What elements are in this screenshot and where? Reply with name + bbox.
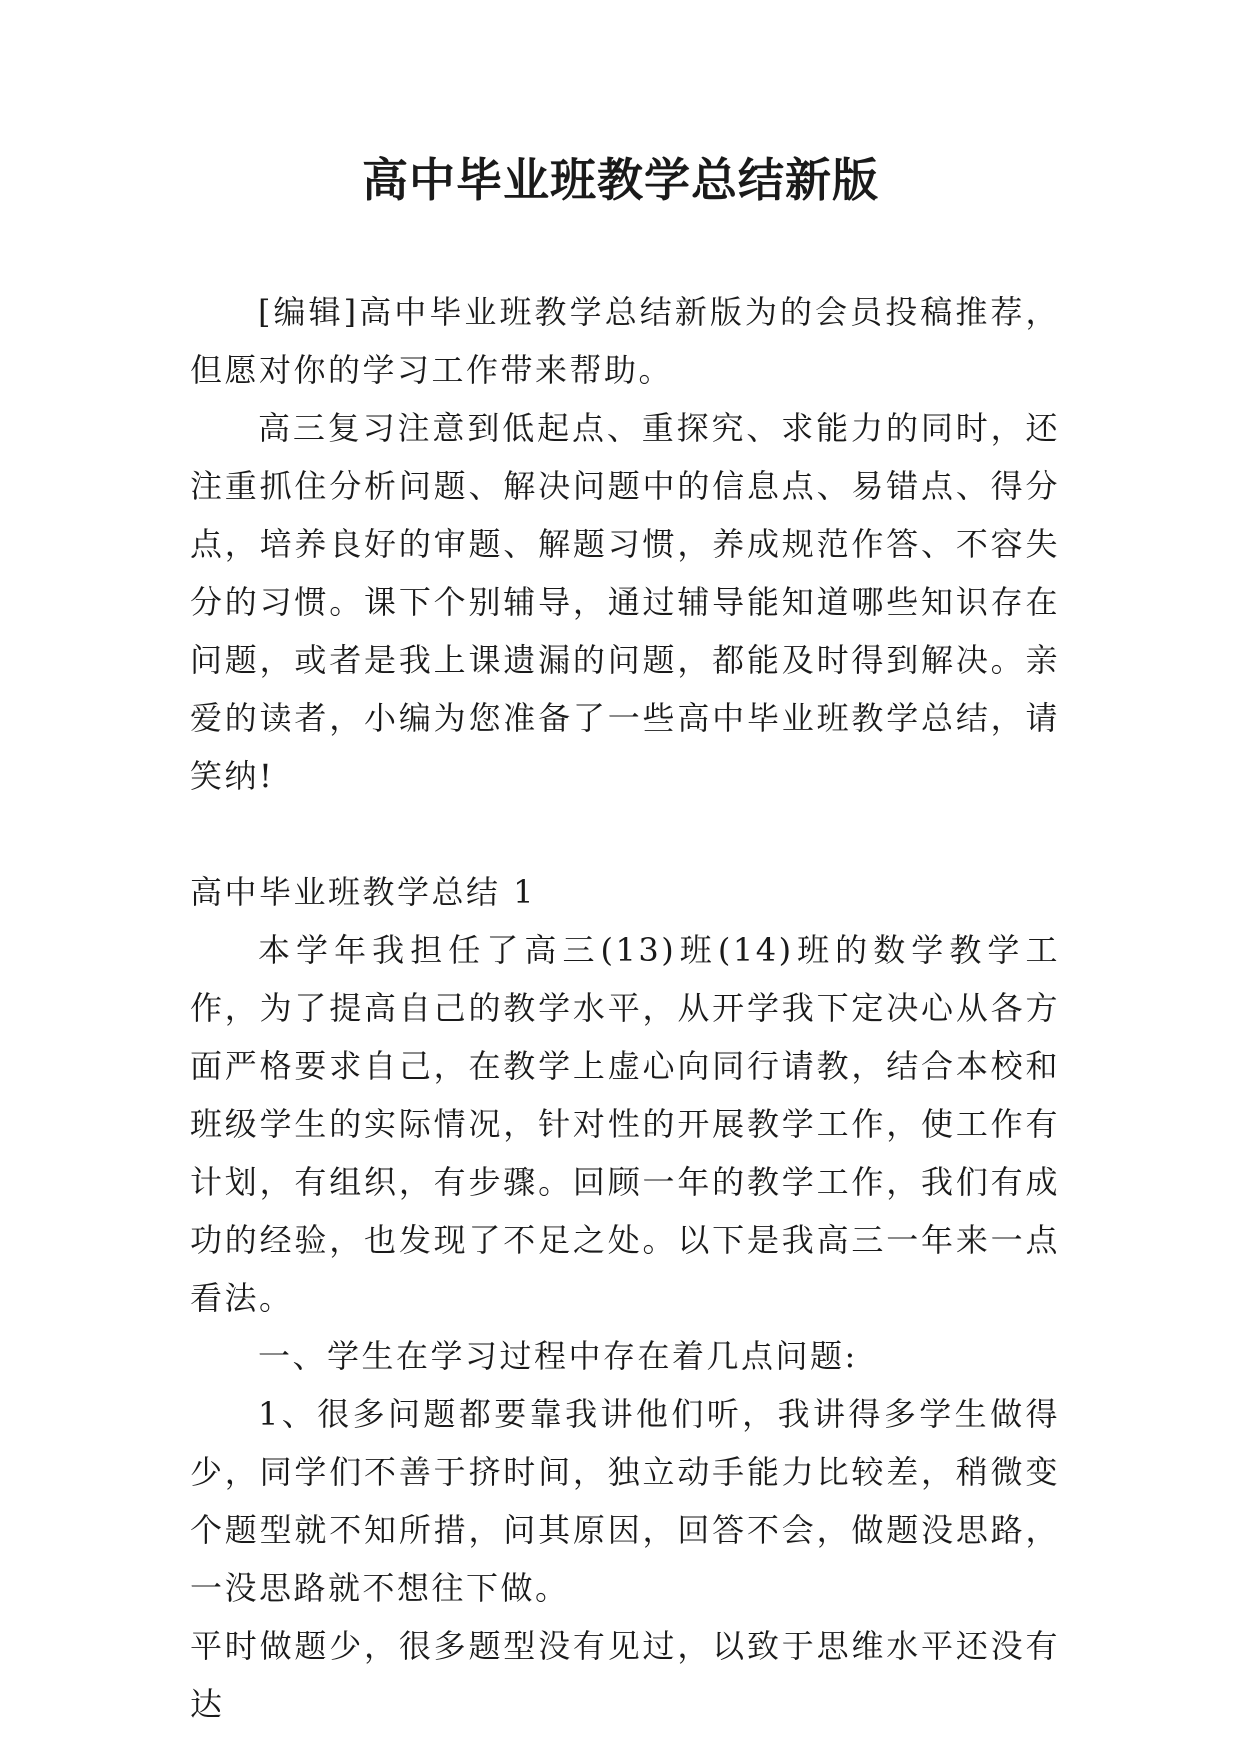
document-body: [190, 283, 1060, 1733]
body-paragraph: 本学年我担任了高三(13)班(14)班的数学教学工作，为了提高自己的教学水平，从开学我下定决心从各方面严格要求自己，在教学上虚心向同行请教，结合本校和班级学生的实际情况，针对性的开展教学工作，使工作有计划，有组织，有步骤。回顾一年的教学工作，我们有成功的经验，也发现了不足之处。以下是我高三一年来一点看法。: [190, 931, 1060, 1317]
document-title: 高中毕业班教学总结新版: [362, 153, 879, 207]
intro-paragraph: [编辑]高中毕业班教学总结新版为的会员投稿推荐，但愿对你的学习工作带来帮助。: [190, 293, 1060, 389]
body-paragraph: 一、学生在学习过程中存在着几点问题:: [258, 1337, 858, 1375]
body-paragraph: 1、很多问题都要靠我讲他们听，我讲得多学生做得少，同学们不善于挤时间，独立动手能力比较差，稍微变个题型就不知所措，问其原因，回答不会，做题没思路，一没思路就不想往下做。: [190, 1395, 1060, 1607]
body-paragraph: 平时做题少，很多题型没有见过，以致于思维水平还没有达: [190, 1627, 1060, 1723]
section-heading: 高中毕业班教学总结 1: [190, 873, 537, 911]
intro-paragraph: 高三复习注意到低起点、重探究、求能力的同时，还注重抓住分析问题、解决问题中的信息点、易错点、得分点，培养良好的审题、解题习惯，养成规范作答、不容失分的习惯。课下个别辅导，通过辅导能知道哪些知识存在问题，或者是我上课遗漏的问题，都能及时得到解决。亲爱的读者，小编为您准备了一些高中毕业班教学总结，请笑纳!: [190, 409, 1060, 795]
